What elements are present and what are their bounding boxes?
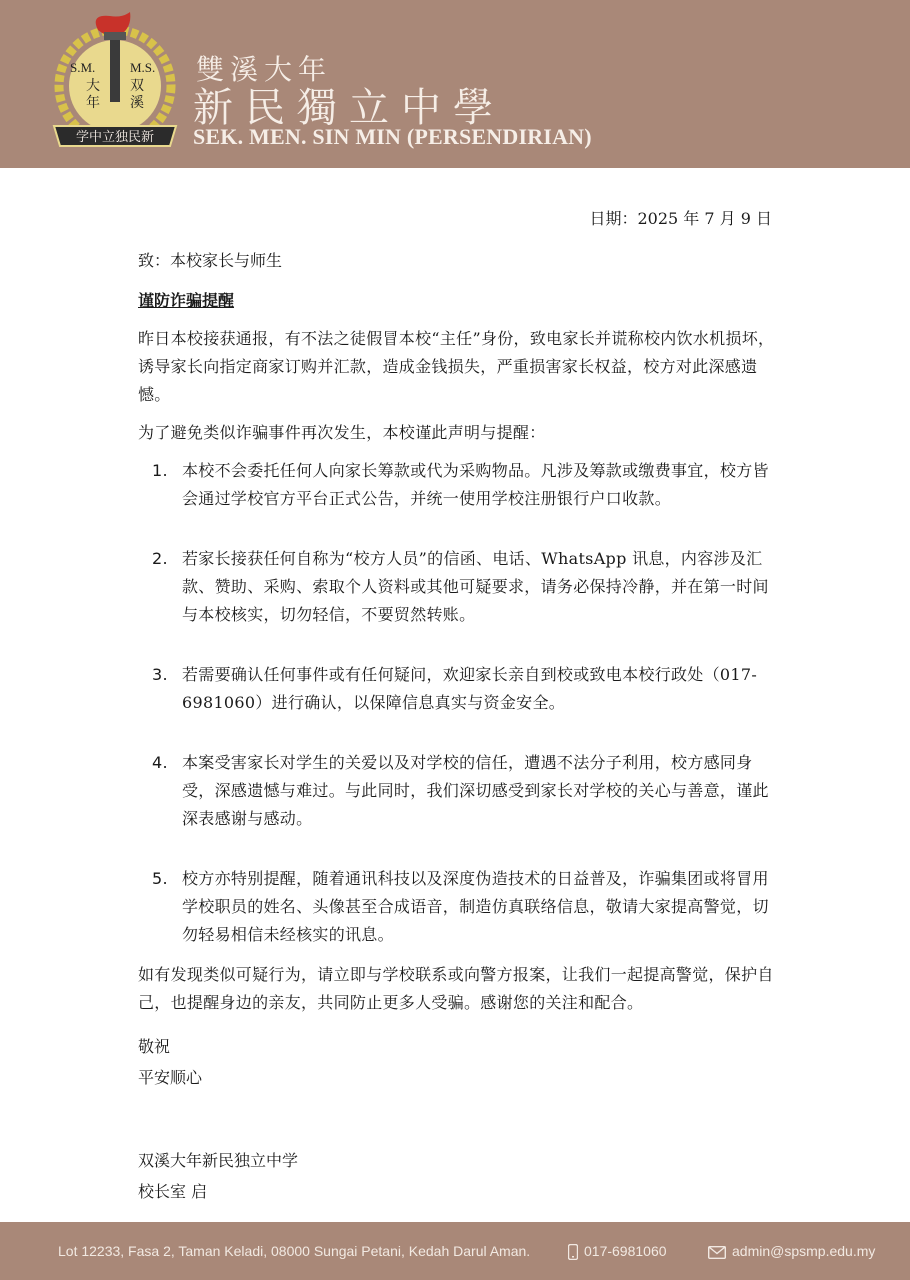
list-number: 1.	[152, 461, 168, 480]
list-text: 本案受害家长对学生的关爱以及对学校的信任，遭遇不法分子利用，校方感同身受，深感遗憾与难过。与此同时，我们深切感受到家长对学校的关心与善意，谨此深表感谢与感动。	[182, 753, 769, 828]
list-text: 校方亦特别提醒，随着通讯科技以及深度伪造技术的日益普及，诈骗集团或将冒用学校职员的姓名、头像甚至合成语音，制造仿真联络信息，敬请大家提高警觉，切勿轻易相信未经核实的讯息。	[182, 869, 769, 944]
footer-phone	[568, 1243, 667, 1260]
footer-email-address: admin@spsmp.edu.my	[732, 1243, 876, 1259]
paragraph-conclusion: 如有发现类似可疑行为，请立即与学校联系或向警方报案，让我们一起提高警觉，保护自己，也提醒身边的亲友，共同防止更多人受骗。感谢您的关注和配合。	[138, 965, 774, 1012]
school-name-big: 新民獨立中學	[193, 85, 505, 131]
letter-subject: 谨防诈骗提醒	[138, 291, 235, 310]
logo-ms-text: M.S.	[130, 60, 156, 75]
school-logo	[50, 12, 180, 154]
closing-line-1: 敬祝	[138, 1037, 171, 1056]
letterhead-footer	[0, 1222, 910, 1280]
phone-icon	[568, 1244, 578, 1260]
list-number: 5.	[152, 869, 168, 888]
mail-icon	[708, 1246, 726, 1259]
school-name-small: 雙溪大年	[196, 53, 333, 86]
logo-char-da: 大	[86, 78, 100, 94]
footer-address: Lot 12233, Fasa 2, Taman Keladi, 08000 Sungai Petani, Kedah Darul Aman.	[58, 1243, 531, 1259]
school-name-english: SEK. MEN. SIN MIN (PERSENDIRIAN)	[193, 124, 592, 149]
footer-email	[708, 1243, 875, 1259]
footer-phone-number: 017-6981060	[584, 1243, 667, 1259]
list-number: 2.	[152, 549, 168, 568]
list-number: 3.	[152, 665, 168, 684]
notice-list	[138, 457, 778, 949]
list-item	[138, 865, 778, 949]
signature-block	[138, 1145, 778, 1207]
logo-char-shuang: 双	[130, 78, 144, 94]
letter-recipient: 致：本校家长与师生	[138, 251, 283, 270]
logo-sm-text: S.M.	[70, 60, 96, 75]
list-text: 本校不会委托任何人向家长筹款或代为采购物品。凡涉及筹款或缴费事宜，校方皆会通过学校官方平台正式公告，并统一使用学校注册银行户口收款。	[182, 461, 769, 508]
list-number: 4.	[152, 753, 168, 772]
logo-ribbon-text: 学中立独民新	[75, 130, 155, 145]
list-text: 若家长接获任何自称为“校方人员”的信函、电话、WhatsApp 讯息，内容涉及汇款、赞助、采购、索取个人资料或其他可疑要求，请务必保持冷静，并在第一时间与本校核实，切勿轻信，不要贸然转账。	[182, 549, 769, 624]
logo-char-nian: 年	[86, 95, 100, 111]
paragraph-incident: 昨日本校接获通报，有不法之徒假冒本校“主任”身份，致电家长并谎称校内饮水机损坏，诱导家长向指定商家订购并汇款，造成金钱损失，严重损害家长权益，校方对此深感遗憾。	[138, 329, 775, 404]
logo-char-xi: 溪	[130, 95, 144, 111]
letter-body	[138, 205, 778, 1207]
closing	[138, 1031, 778, 1093]
closing-line-2: 平安顺心	[138, 1068, 203, 1087]
list-item	[138, 749, 778, 833]
paragraph-intro: 为了避免类似诈骗事件再次发生，本校谨此声明与提醒：	[138, 423, 546, 442]
list-item	[138, 545, 778, 629]
list-text: 若需要确认任何事件或有任何疑问，欢迎家长亲自到校或致电本校行政处（017-6981060）进行确认，以保障信息真实与资金安全。	[182, 665, 758, 712]
list-item	[138, 661, 778, 717]
signoff-school: 双溪大年新民独立中学	[138, 1151, 299, 1170]
signoff-office: 校长室 启	[138, 1182, 208, 1201]
letterhead-banner	[0, 0, 910, 168]
letter-date: 日期：2025 年 7 月 9 日	[589, 209, 772, 228]
list-item	[138, 457, 778, 513]
